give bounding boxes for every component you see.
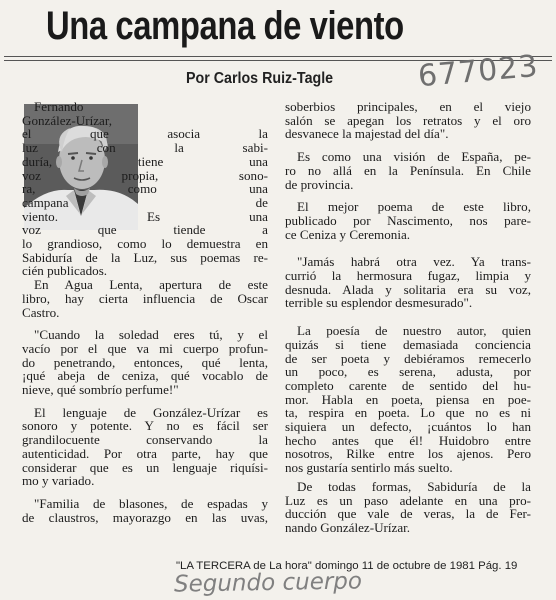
text-line: quizás si tiene demasiada conciencia: [285, 336, 531, 352]
text-line: ducción que vale de veras, la de Fer-: [285, 506, 531, 522]
text-line: La poesía de nuestro autor, quien: [297, 323, 531, 339]
text-line: de provincia.: [285, 176, 354, 192]
quote-paragraph-3: [285, 255, 531, 310]
text-line: El mejor poema de este libro,: [297, 199, 531, 215]
text-line: hecho antes que él! Huidobro entre: [285, 432, 531, 448]
text-line: voz propia, sono-: [22, 167, 268, 183]
text-line: mo y variado.: [22, 473, 95, 489]
text-line: salón se apegan los retratos y el oro: [285, 112, 531, 128]
text-line: desvanece la majestad del día".: [285, 126, 449, 142]
paragraph-3: [22, 406, 268, 488]
text-line: Sabiduría de la Luz, sus poemas re-: [22, 249, 268, 265]
quote-continuation: [285, 100, 531, 141]
text-line: "Familia de blasones, de espadas y: [34, 495, 268, 511]
byline: Por Carlos Ruiz-Tagle: [186, 70, 334, 87]
paragraph-1-continued: [22, 237, 268, 278]
text-line: de claustros, mayorazgo en las uvas,: [22, 509, 268, 525]
text-line: grandilocuente conservando la: [22, 432, 268, 448]
text-line: Fernando: [34, 99, 84, 114]
paragraph-2: [22, 278, 268, 319]
text-line: nando González-Urízar.: [285, 519, 411, 535]
text-line: mor. Habla en poeta, piensa en poe-: [285, 391, 531, 407]
source-footer: "LA TERCERA de La hora" domingo 11 de octubre de 1981 Pág. 19: [176, 560, 518, 572]
text-line: González-Urízar,: [22, 112, 112, 128]
paragraph-4: [285, 150, 531, 191]
text-line: Es como una visión de España, pe-: [297, 149, 531, 165]
text-line: nos gustaría sentirlo más suelto.: [285, 460, 453, 476]
text-line: ra, como una: [22, 181, 268, 197]
text-line: completo carente de sentido del hu-: [285, 377, 531, 393]
text-line: campana de: [22, 194, 268, 210]
text-line: cién publicados.: [22, 263, 108, 279]
article-column-1: [22, 100, 268, 524]
text-line: En Agua Lenta, apertura de este: [34, 277, 268, 293]
handwritten-section-note: Segundo cuerpo: [173, 568, 363, 598]
text-line: nieve, qué sombrío perfume!": [22, 382, 179, 398]
text-line: De todas formas, Sabiduría de la: [297, 478, 531, 494]
text-line: desnuda. Alada y solitaria era su voz,: [285, 281, 531, 297]
headline: Una campana de viento: [46, 4, 404, 48]
quote-paragraph-2: [22, 497, 268, 524]
text-line: sonoro y potente. Y no es fácil ser: [22, 418, 268, 434]
text-line: soberbios principales, en el viejo: [285, 99, 531, 114]
paragraph-7: [285, 480, 531, 535]
text-line: terrible su esplendor desmesurado".: [285, 295, 473, 311]
text-line: ta, respira en poeta. Lo que no es ni: [285, 405, 531, 421]
text-line: autenticidad. Por otra parte, hay que: [22, 445, 268, 461]
text-line: publicado por Nascimento, nos pare-: [285, 212, 531, 228]
text-line: de ser poeta y debiéramos remecerlo: [285, 350, 531, 366]
text-line: vacío por el que va mi cuerpo profun-: [22, 340, 268, 356]
text-line: do penetrando, entonces, qué lenta,: [22, 354, 268, 370]
text-line: ce Ceniza y Ceremonia.: [285, 226, 411, 242]
text-line: currió la hermosura fugaz, limpia y: [285, 268, 531, 284]
paragraph-5: [285, 200, 531, 241]
text-line: ¡qué abeja de ceniza, qué vocablo de: [22, 368, 268, 384]
text-line: Luz es un paso adelante en una pro-: [285, 492, 531, 508]
text-line: nosotros, Rilke entre los ajenos. Pero: [285, 446, 531, 462]
text-line: Castro.: [22, 304, 60, 320]
text-line: ro no allá en la Península. En Chile: [285, 162, 531, 178]
text-line: siquiera un defecto, ¡cuántos lo han: [285, 419, 531, 435]
article-column-2: [285, 100, 531, 535]
text-line: libro, hay cierta influencia de Oscar: [22, 290, 268, 306]
handwritten-catalog-number: 677023: [416, 48, 540, 95]
text-line: El lenguaje de González-Urízar es: [34, 404, 268, 420]
text-line: luz con la sabi-: [22, 140, 268, 156]
text-line: el que asocia la: [22, 126, 268, 142]
text-line: duría, tiene una: [22, 153, 268, 169]
text-line: lo grandioso, como lo demuestra en: [22, 236, 268, 252]
quote-paragraph-1: [22, 328, 268, 397]
text-line: viento. Es una: [22, 208, 268, 224]
paragraph-1-wrapped: [22, 100, 268, 237]
text-line: considerar que es un lenguaje riquísi-: [22, 459, 268, 475]
text-line: voz que tiende a: [22, 222, 268, 238]
paragraph-6: [285, 324, 531, 475]
text-line: "Cuando la soledad eres tú, y el: [34, 327, 268, 343]
text-line: "Jamás habrá otra vez. Ya trans-: [297, 254, 531, 270]
text-line: un poco, es serena, adusta, por: [285, 364, 531, 380]
